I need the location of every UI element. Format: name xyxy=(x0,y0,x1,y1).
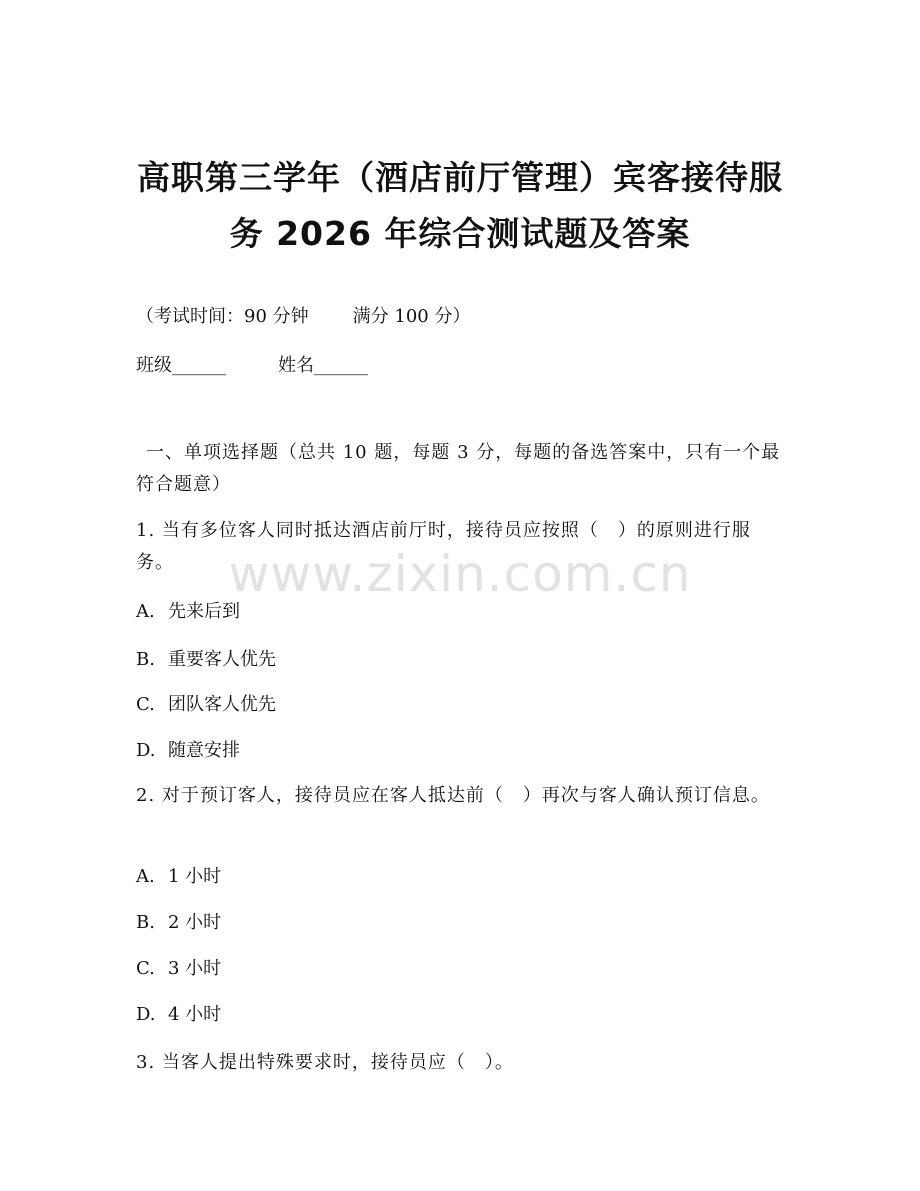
option-letter: D. xyxy=(136,740,156,761)
option-text: 3 小时 xyxy=(168,958,222,979)
section-header: 一、单项选择题（总共 10 题，每题 3 分，每题的备选答案中，只有一个最符合题意） xyxy=(136,442,781,495)
student-info xyxy=(136,351,368,377)
option-text: 随意安排 xyxy=(168,740,240,761)
option-text: 1 小时 xyxy=(168,866,222,887)
option-text: 重要客人优先 xyxy=(168,649,276,670)
option-item xyxy=(136,597,240,623)
option-item xyxy=(136,645,276,671)
exam-info xyxy=(136,302,470,328)
title-line-2: 务 2026 年综合测试题及答案 xyxy=(229,214,691,253)
name-field: 姓名______ xyxy=(278,355,368,376)
option-letter: A. xyxy=(136,866,155,887)
option-letter: A. xyxy=(136,601,155,622)
option-item xyxy=(136,862,221,888)
option-letter: C. xyxy=(136,958,155,979)
option-item xyxy=(136,736,240,762)
question-stem: 1. 当有多位客人同时抵达酒店前厅时，接待员应按照（ ）的原则进行服务。 xyxy=(136,520,751,573)
question-stem: 3. 当客人提出特殊要求时，接待员应（ ）。 xyxy=(136,1052,514,1073)
option-text: 先来后到 xyxy=(168,601,240,622)
exam-score: 满分 100 分） xyxy=(352,306,471,327)
option-letter: D. xyxy=(136,1004,156,1025)
option-letter: B. xyxy=(136,649,155,670)
option-item xyxy=(136,690,276,716)
option-letter: C. xyxy=(136,694,155,715)
option-item xyxy=(136,1000,221,1026)
option-text: 团队客人优先 xyxy=(168,694,276,715)
option-text: 4 小时 xyxy=(168,1004,222,1025)
title-line-1: 高职第三学年（酒店前厅管理）宾客接待服 xyxy=(137,158,783,197)
document-title xyxy=(60,150,860,262)
option-item xyxy=(136,954,221,980)
option-text: 2 小时 xyxy=(168,912,222,933)
watermark: www.zixin.com.cn xyxy=(228,545,692,603)
option-item xyxy=(136,908,221,934)
question-stem: 2. 对于预订客人，接待员应在客人抵达前（ ）再次与客人确认预订信息。 xyxy=(136,785,770,806)
exam-time: （考试时间：90 分钟 xyxy=(136,306,309,327)
class-field: 班级______ xyxy=(136,355,226,376)
option-letter: B. xyxy=(136,912,155,933)
